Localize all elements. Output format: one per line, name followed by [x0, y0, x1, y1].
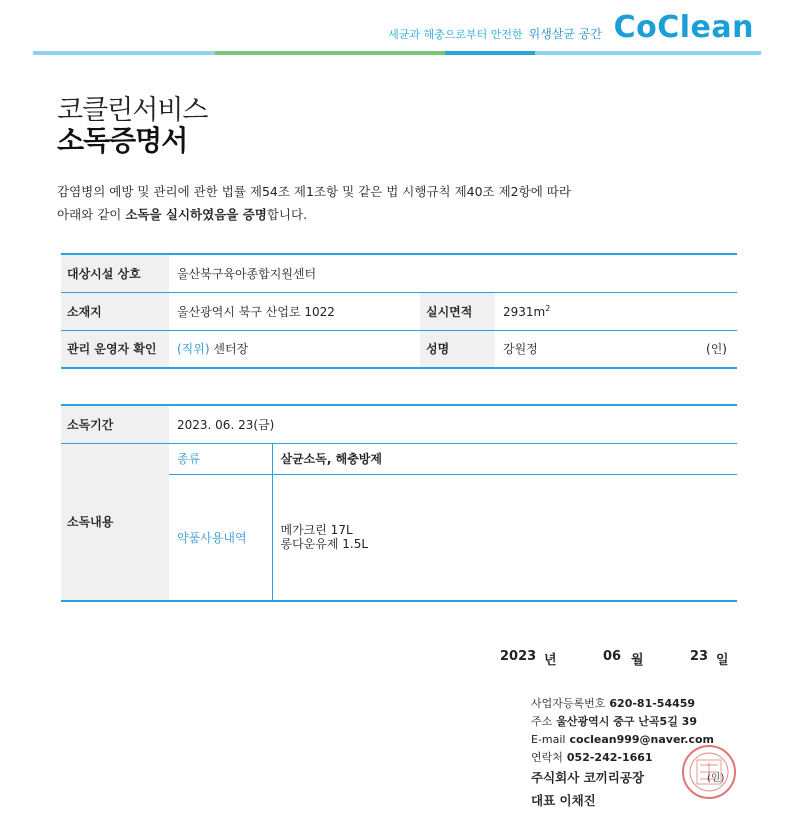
rule-segment-1 [33, 51, 215, 55]
period-value: 2023. 06. 23(금) [169, 405, 737, 443]
date-year-unit: 년 [544, 653, 557, 668]
table-row [61, 443, 737, 474]
intro-line2-a: 아래와 같이 [57, 207, 126, 222]
email-label: E-mail [531, 733, 566, 746]
table-row [61, 330, 737, 368]
tagline-text: 세균과 해충으로부터 안전한 [388, 28, 523, 41]
coclean-logo: CoClean [613, 10, 754, 45]
area-value: 2931m [503, 304, 546, 319]
type-label: 종류 [169, 443, 272, 474]
facility-table [61, 253, 737, 369]
date-month-unit: 월 [631, 653, 644, 668]
company-ceo: 대표 이채진 [531, 793, 596, 808]
rule-segment-3 [445, 51, 535, 55]
table-row [61, 405, 737, 443]
intro-text [57, 180, 657, 226]
intro-line1: 감염병의 예방 및 관리에 관한 법률 제54조 제1조항 및 같은 법 시행규칙 제40조 제2항에 따라 [57, 184, 571, 199]
phone-label: 연락처 [531, 751, 563, 764]
position-label: (직위) [177, 342, 210, 357]
chem-label: 약품사용내역 [169, 474, 272, 601]
person-name-label: 성명 [420, 330, 495, 368]
seal-mark: (인) [706, 342, 727, 357]
person-value: 강원정 [503, 342, 538, 357]
manager-label: 관리 운영자 확인 [61, 330, 169, 368]
area-unit-sup: 2 [545, 303, 551, 313]
rule-segment-4 [535, 51, 761, 55]
table-row [61, 254, 737, 292]
date-day: 23 [690, 649, 709, 664]
facility-name-label: 대상시설 상호 [61, 254, 169, 292]
disinfection-table [61, 404, 737, 602]
period-label: 소독기간 [61, 405, 169, 443]
company-name: 주식회사 코끼리공장 [531, 770, 645, 785]
area-cell [495, 292, 737, 330]
chem-line2: 롱다운유제 1.5L [280, 537, 369, 552]
facility-name-value: 울산북구육아종합지원센터 [169, 254, 737, 292]
intro-line2 [57, 203, 657, 226]
header-rule [33, 51, 761, 55]
date-year: 2023 [500, 649, 537, 664]
tagline-strong: 위생살균 공간 [528, 27, 602, 41]
addr-label: 주소 [531, 715, 553, 728]
type-value: 살균소독, 해충방제 [272, 443, 737, 474]
location-value: 울산광역시 북구 산업로 1022 [169, 292, 420, 330]
reg-label: 사업자등록번호 [531, 697, 606, 710]
title-line1: 코클린서비스 [57, 95, 208, 126]
position-value: 센터장 [213, 342, 249, 357]
table-row [61, 292, 737, 330]
position-cell [169, 330, 420, 368]
chem-line1: 메가크린 17L [280, 523, 353, 538]
area-label: 실시면적 [420, 292, 495, 330]
reg-value: 620-81-54459 [609, 697, 696, 710]
chem-cell [272, 474, 737, 601]
intro-line2-c: 합니다. [266, 207, 308, 222]
addr-value: 울산광역시 중구 난곡5길 39 [556, 715, 697, 728]
rule-segment-2 [215, 51, 445, 55]
title-line2: 소독증명서 [57, 124, 188, 157]
reg-row [531, 695, 714, 713]
company-seal-mark: (인) [707, 773, 725, 784]
addr-row [531, 713, 714, 731]
date-day-unit: 일 [716, 653, 729, 668]
phone-value: 052-242-1661 [566, 751, 653, 764]
tagline [388, 25, 602, 42]
header [0, 0, 792, 60]
content-label: 소독내용 [61, 443, 169, 601]
location-label: 소재지 [61, 292, 169, 330]
email-value: coclean999@naver.com [569, 733, 715, 746]
person-cell [495, 330, 737, 368]
date-month: 06 [603, 649, 622, 664]
intro-line2-b: 소독을 실시하였음을 증명 [125, 207, 267, 222]
